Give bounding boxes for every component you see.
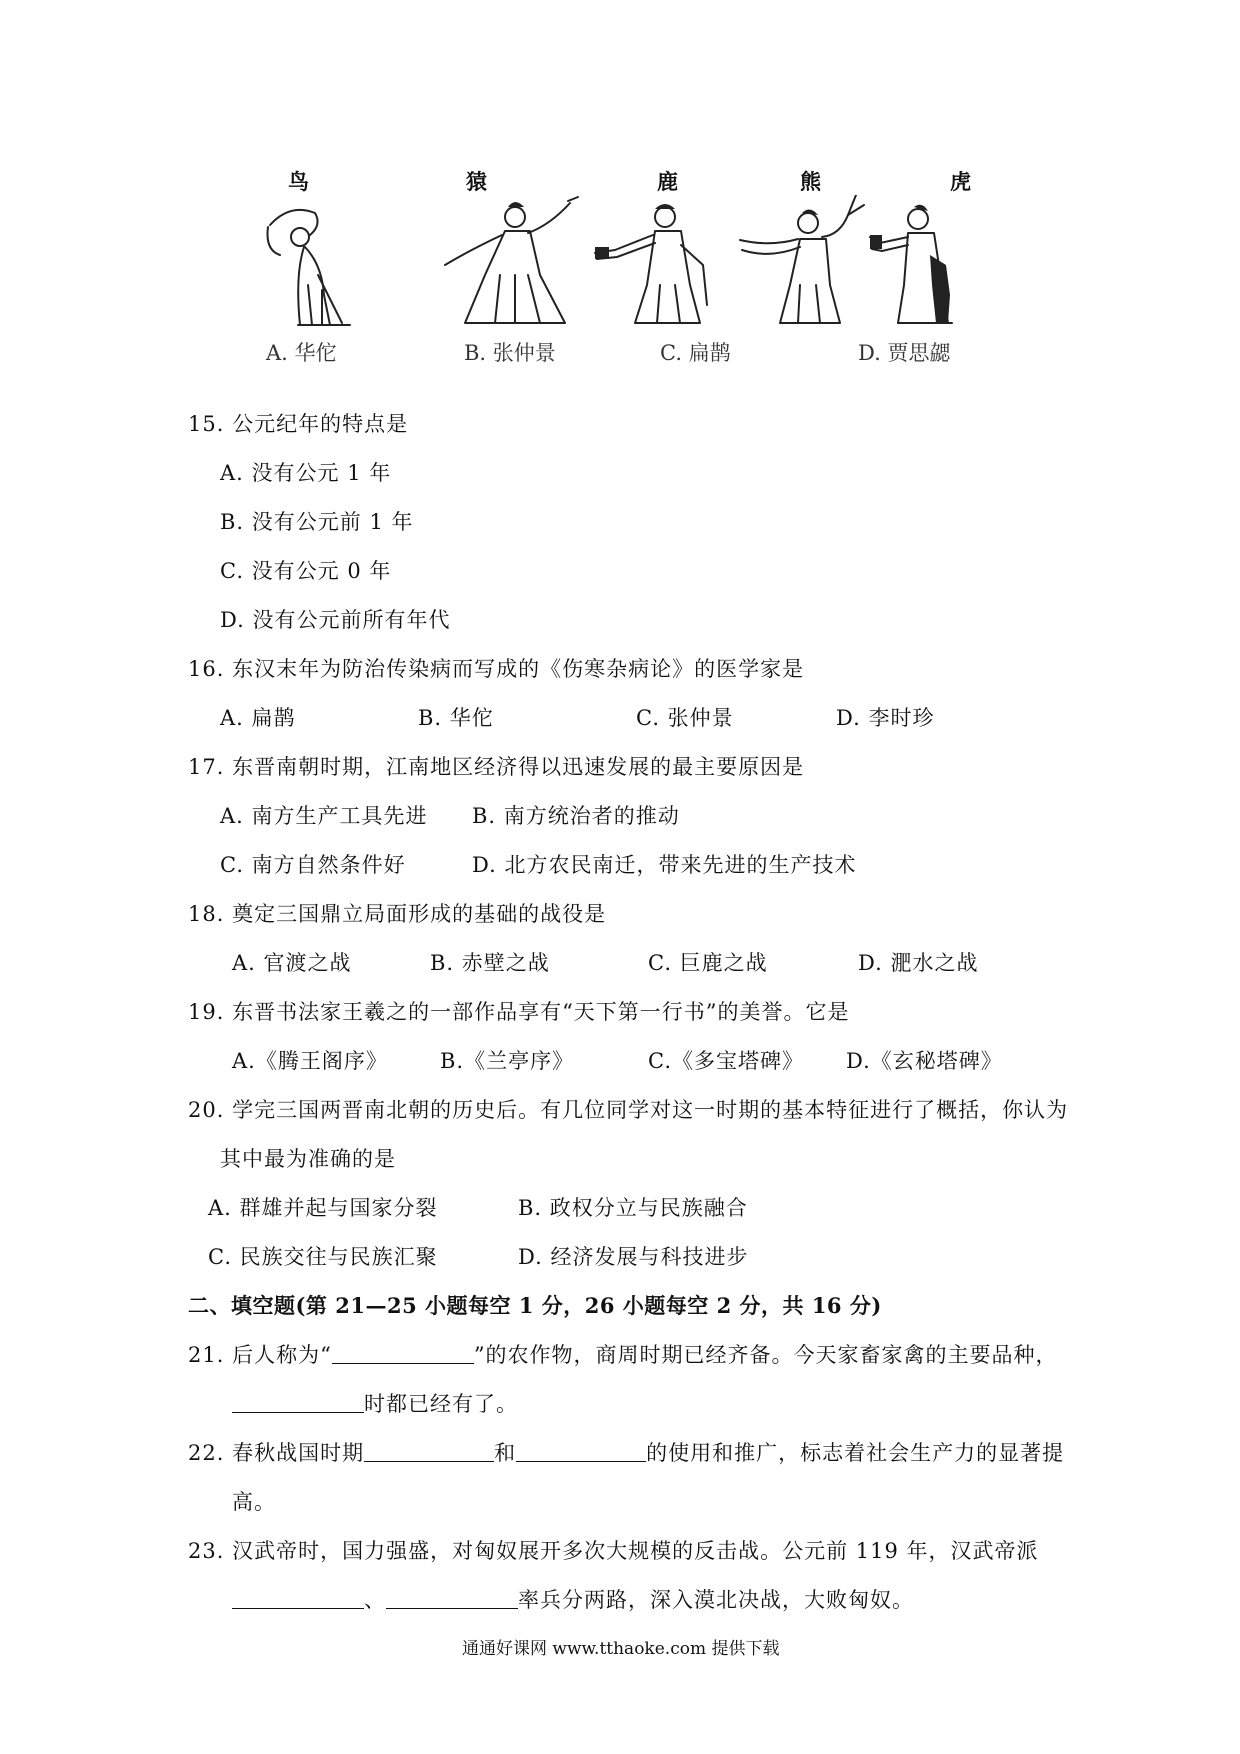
option-c: C.《多宝塔碑》 — [648, 1049, 804, 1073]
question-22-line-1 — [188, 1437, 1064, 1467]
question-stem: 20. 学完三国两晋南北朝的历史后。有几位同学对这一时期的基本特征进行了概括，你认为 — [188, 1098, 1069, 1122]
question-23-line-1: 23. 汉武帝时，国力强盛，对匈奴展开多次大规模的反击战。公元前 119 年，汉武帝派 — [188, 1539, 1039, 1563]
option-d: D. 淝水之战 — [858, 951, 979, 975]
deer-pose-figure — [595, 204, 707, 323]
q22-text-c: 的使用和推广，标志着社会生产力的显著提 — [646, 1441, 1065, 1465]
question-stem: 17. 东晋南朝时期，江南地区经济得以迅速发展的最主要原因是 — [188, 755, 805, 779]
q23-blank-2[interactable] — [386, 1588, 518, 1609]
option-b: B. 南方统治者的推动 — [472, 804, 680, 828]
figure-option-c: C. 扁鹊 — [660, 341, 731, 365]
animal-label-tiger: 虎 — [950, 169, 971, 194]
q23-blank-1[interactable] — [232, 1588, 364, 1609]
question-23-line-2 — [232, 1584, 914, 1614]
option-a: A. 官渡之战 — [232, 951, 352, 975]
option-d: D. 经济发展与科技进步 — [518, 1245, 749, 1269]
question-21-line-2 — [232, 1388, 518, 1418]
tiger-pose-figure — [870, 205, 952, 323]
question-stem: 18. 奠定三国鼎立局面形成的基础的战役是 — [188, 902, 607, 926]
option-d: D. 没有公元前所有年代 — [220, 608, 451, 632]
wuqinxi-illustration — [260, 195, 1020, 335]
option-a: A. 群雄并起与国家分裂 — [208, 1196, 438, 1220]
question-stem: 15. 公元纪年的特点是 — [188, 412, 409, 436]
q22-blank-2[interactable] — [516, 1441, 646, 1462]
option-a: A.《腾王阁序》 — [232, 1049, 388, 1073]
option-a: A. 没有公元 1 年 — [220, 461, 392, 485]
option-b: B. 赤壁之战 — [430, 951, 550, 975]
figure-option-d: D. 贾思勰 — [858, 341, 951, 365]
option-b: B.《兰亭序》 — [440, 1049, 575, 1073]
bird-pose-figure — [268, 210, 351, 325]
option-b: B. 政权分立与民族融合 — [518, 1196, 748, 1220]
q21-text-a: 21. 后人称为“ — [188, 1343, 332, 1367]
animal-label-bear: 熊 — [800, 169, 821, 194]
question-21-line-1 — [188, 1339, 1058, 1369]
q23-text-c: 率兵分两路，深入漠北决战，大败匈奴。 — [518, 1588, 914, 1612]
page-footer: 通通好课网 www.tthaoke.com 提供下载 — [462, 1639, 780, 1659]
option-c: C. 巨鹿之战 — [648, 951, 768, 975]
animal-label-ape: 猿 — [466, 169, 487, 194]
option-b: B. 没有公元前 1 年 — [220, 510, 414, 534]
q21-text-b: ”的农作物，商周时期已经齐备。今天家畜家禽的主要品种， — [473, 1343, 1058, 1367]
q22-blank-1[interactable] — [364, 1441, 494, 1462]
figure-option-b: B. 张仲景 — [464, 341, 556, 365]
option-c: C. 张仲景 — [636, 706, 734, 730]
question-stem: 19. 东晋书法家王羲之的一部作品享有“天下第一行书”的美誉。它是 — [188, 1000, 850, 1024]
option-d: D.《玄秘塔碑》 — [846, 1049, 1003, 1073]
q21-text-c: 时都已经有了。 — [364, 1392, 518, 1416]
ape-pose-figure — [445, 197, 578, 323]
section-heading-fill-in: 二、填空题(第 21—25 小题每空 1 分，26 小题每空 2 分，共 16 分) — [188, 1293, 882, 1318]
question-stem: 16. 东汉末年为防治传染病而写成的《伤寒杂病论》的医学家是 — [188, 657, 805, 681]
question-22-line-2: 高。 — [232, 1490, 276, 1514]
question-stem-continued: 其中最为准确的是 — [220, 1147, 396, 1171]
q21-blank-1[interactable] — [332, 1343, 474, 1364]
option-c: C. 南方自然条件好 — [220, 853, 406, 877]
option-c: C. 没有公元 0 年 — [220, 559, 392, 583]
option-a: A. 扁鹊 — [220, 706, 296, 730]
option-a: A. 南方生产工具先进 — [220, 804, 428, 828]
option-d: D. 北方农民南迁，带来先进的生产技术 — [472, 853, 857, 877]
animal-label-deer: 鹿 — [657, 169, 678, 194]
option-d: D. 李时珍 — [836, 706, 935, 730]
bear-pose-figure — [740, 195, 864, 323]
option-c: C. 民族交往与民族汇聚 — [208, 1245, 438, 1269]
q23-text-b: 、 — [364, 1588, 386, 1612]
animal-label-bird: 鸟 — [288, 169, 309, 194]
q22-text-b: 和 — [494, 1441, 517, 1465]
option-b: B. 华佗 — [418, 706, 494, 730]
q21-blank-2[interactable] — [232, 1392, 364, 1413]
q22-text-a: 22. 春秋战国时期 — [188, 1441, 365, 1465]
figure-option-a: A. 华佗 — [266, 341, 337, 365]
